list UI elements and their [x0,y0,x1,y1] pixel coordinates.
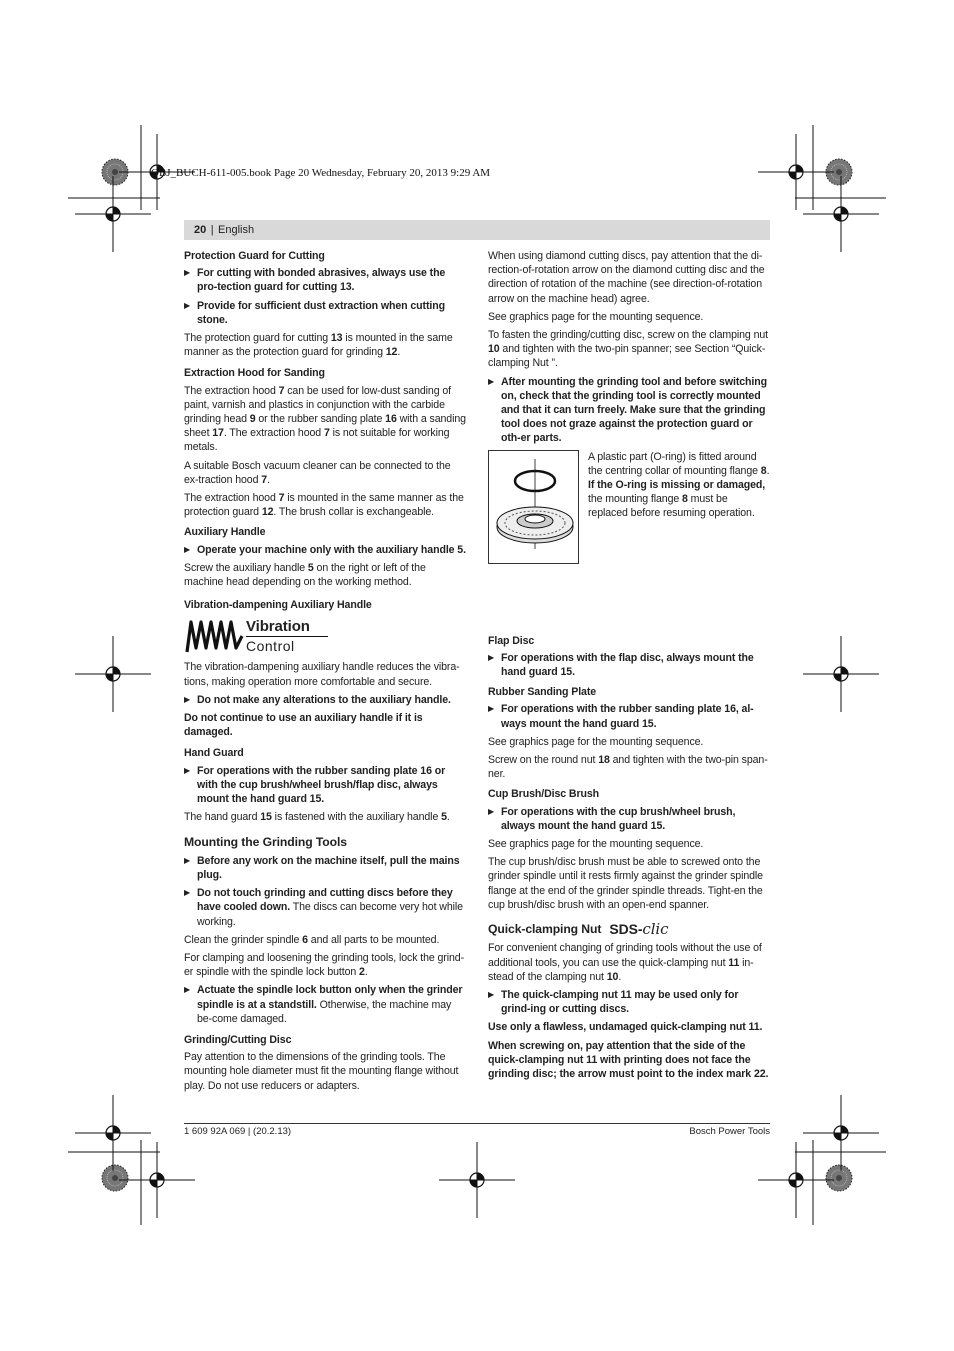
bullet-item [184,266,467,294]
bullet-item [184,299,467,327]
heading-mounting: Mounting the Grinding Tools [184,834,347,849]
triangle-right-icon: ▶ [488,989,495,999]
triangle-right-icon: ▶ [488,652,495,662]
file-info: OBJ_BUCH-611-005.book Page 20 Wednesday, February 20, 2013 9:29 AM [151,167,491,179]
bullet-text: For operations with the rubber sanding plate 16 or with the cup brush/wheel brush/flap disc, always mount the hand guard 15. [197,764,446,806]
page-number: 20 [194,224,207,236]
heading-hand-guard: Hand Guard [184,747,244,760]
bullet-item [184,764,467,807]
page-header [184,220,770,240]
triangle-right-icon: ▶ [184,300,191,310]
paragraph: Screw on the round nut 18 and tighten with the two-pin span-ner. [488,754,768,781]
paragraph: For convenient changing of grinding tools without the use of additional tools, you can use the quick-clamping nut 11 in-stead of the clamping nut 10. [488,942,762,983]
paragraph: A suitable Bosch vacuum cleaner can be connected to the ex-traction hood 7. [184,459,451,486]
oring-illustration [488,450,579,564]
warning-text: When screwing on, pay attention that the side of the quick-clamping nut 11 with printing does not face the grinding disc; the arrow must point to the index mark 22. [488,1039,769,1080]
oring-figure-block [488,450,770,564]
paragraph: For clamping and loosening the grinding tools, lock the grind-er spindle with the spindle lock button 2. [184,951,464,979]
bullet-text: For operations with the rubber sanding plate 16, al-ways mount the hand guard 15. [501,703,754,730]
footer-divider [184,1123,770,1124]
bullet-text: Actuate the spindle lock button only when the grinder spindle is at a standstill. Otherwise, the machine may be-come damaged. [197,984,463,1025]
paragraph: See graphics page for the mounting sequence. [488,735,704,748]
header-separator: | [210,224,214,236]
paragraph: Screw the auxiliary handle 5 on the right or left of the machine head depending on the working method. [184,561,426,589]
logo-title: Vibration [246,617,310,635]
heading-vibration-handle: Vibration-dampening Auxiliary Handle [184,599,372,612]
bullet-text: For cutting with bonded abrasives, always use the pro-tection guard for cutting 13. [197,267,446,294]
bullet-text: Provide for sufficient dust extraction when cutting stone. [197,299,445,326]
warning-text: Do not continue to use an auxiliary handle if it is damaged. [184,712,423,739]
crosshair-icon [803,176,879,252]
flange-oring-icon [489,451,578,563]
crosshair-icon [119,1142,195,1218]
paragraph: See graphics page for the mounting sequence. [488,310,704,323]
heading-protection-guard: Protection Guard for Cutting [184,250,325,262]
vibration-wave-icon [184,618,246,654]
triangle-right-icon: ▶ [488,806,495,816]
bullet-item [488,702,770,730]
heading-text: Quick-clamping Nut [488,922,602,937]
oring-text: A plastic part (O-ring) is fitted around the centring collar of mounting flange 8. If the O-ring is missing or damaged, the mounting flange 8 must be replaced before resuming operation. [588,450,770,520]
sds-clic-logo: SDS-clic [609,920,669,939]
bullet-item [488,805,770,833]
paragraph: When using diamond cutting discs, pay attention that the di-rection-of-rotation arrow on the diamond cutting disc and the direction of rotation of the machine (see direction-of-rotation arrow on the machine head) agree. [488,250,765,305]
triangle-right-icon: ▶ [184,888,191,898]
bullet-item [488,651,770,679]
heading-rubber-plate: Rubber Sanding Plate [488,686,597,699]
warning-text: Use only a flawless, undamaged quick-clamping nut 11. [488,1021,763,1034]
triangle-right-icon: ▶ [184,855,191,865]
bullet-text: The quick-clamping nut 11 may be used only for grind-ing or cutting discs. [501,988,739,1016]
starburst-icon [826,1165,852,1191]
crosshair-icon [758,134,834,210]
bullet-item [184,854,467,882]
triangle-right-icon: ▶ [184,268,191,278]
paragraph: Pay attention to the dimensions of the grinding tools. The mounting hole diameter must fit the mounting flange without play. Do not use reducers or adapters. [184,1051,459,1092]
triangle-right-icon: ▶ [184,694,191,704]
triangle-right-icon: ▶ [184,765,191,775]
footer-brand: Bosch Power Tools [689,1126,770,1137]
paragraph: The protection guard for cutting 13 is mounted in the same manner as the protection guard for grinding 12. [184,332,453,359]
paragraph: The extraction hood 7 can be used for low-dust sanding of paint, varnish and plastics in conjunction with the carbide grinding head 9 or the rubber sanding plate 16 with a sanding sheet 17. The extraction hood 7 is not suitable for working metals. [184,384,466,454]
bullet-text: Do not touch grinding and cutting discs before they have cooled down. The discs can become very hot while working. [197,887,463,928]
right-column [488,249,770,1085]
bullet-text: After mounting the grinding tool and before switching on, check that the grinding tool is correctly mounted and that it can turn freely. Make sure that the grinding tool does not graze against the protection guard or oth-er parts. [501,375,767,445]
footer-doc-number: 1 609 92A 069 | (20.2.13) [184,1126,292,1137]
bullet-text: Before any work on the machine itself, pull the mains plug. [197,854,460,881]
paragraph: See graphics page for the mounting sequence. [488,838,704,851]
paragraph: The extraction hood 7 is mounted in the same manner as the protection guard 12. The brush collar is exchangeable. [184,492,464,519]
paragraph: The vibration-dampening auxiliary handle reduces the vibra-tions, making operation more comfortable and secure. [184,661,460,688]
bullet-item [488,375,770,446]
paragraph: The hand guard 15 is fastened with the auxiliary handle 5. [184,811,450,824]
bullet-item [184,983,467,1026]
heading-grinding-disc: Grinding/Cutting Disc [184,1033,292,1046]
bullet-item [184,886,467,929]
vibration-control-logo [184,616,467,656]
heading-extraction-hood: Extraction Hood for Sanding [184,367,325,380]
crosshair-icon [758,1142,834,1218]
triangle-right-icon: ▶ [184,985,191,995]
paragraph: To fasten the grinding/cutting disc, screw on the clamping nut 10 and tighten with the two-pin spanner; see Section “Quick-clamping Nut ”. [488,329,768,370]
paragraph: The cup brush/disc brush must be able to screwed onto the grinder spindle until it rests firmly against the grinder spindle flange at the end of the grinder spindle threads. Tight-en the cup brush/disc brush with an open-end spanner. [488,856,763,911]
crosshair-icon [75,176,151,252]
heading-flap-disc: Flap Disc [488,634,535,647]
triangle-right-icon: ▶ [488,376,495,386]
bullet-text: Do not make any alterations to the auxiliary handle. [197,693,451,706]
header-section: English [218,224,255,236]
bullet-item [184,693,467,707]
heading-auxiliary-handle: Auxiliary Handle [184,526,266,539]
logo-subtitle: Control [246,637,295,654]
heading-cup-brush: Cup Brush/Disc Brush [488,788,600,801]
bullet-item [488,988,770,1016]
heading-quick-nut [488,920,770,939]
crosshair-icon [803,636,879,712]
triangle-right-icon: ▶ [488,704,495,714]
bullet-item [184,543,467,557]
crosshair-icon [75,636,151,712]
crosshair-icon [439,1142,515,1218]
left-column [184,249,467,1097]
triangle-right-icon: ▶ [184,544,191,554]
bullet-text: Operate your machine only with the auxiliary handle 5. [197,543,466,556]
bullet-text: For operations with the cup brush/wheel brush, always mount the hand guard 15. [501,805,736,832]
crosshair-icon [803,1095,879,1171]
bullet-text: For operations with the flap disc, always mount the hand guard 15. [501,651,754,679]
crosshair-icon [75,1095,151,1171]
paragraph: Clean the grinder spindle 6 and all parts to be mounted. [184,933,440,946]
starburst-icon [102,1165,128,1191]
